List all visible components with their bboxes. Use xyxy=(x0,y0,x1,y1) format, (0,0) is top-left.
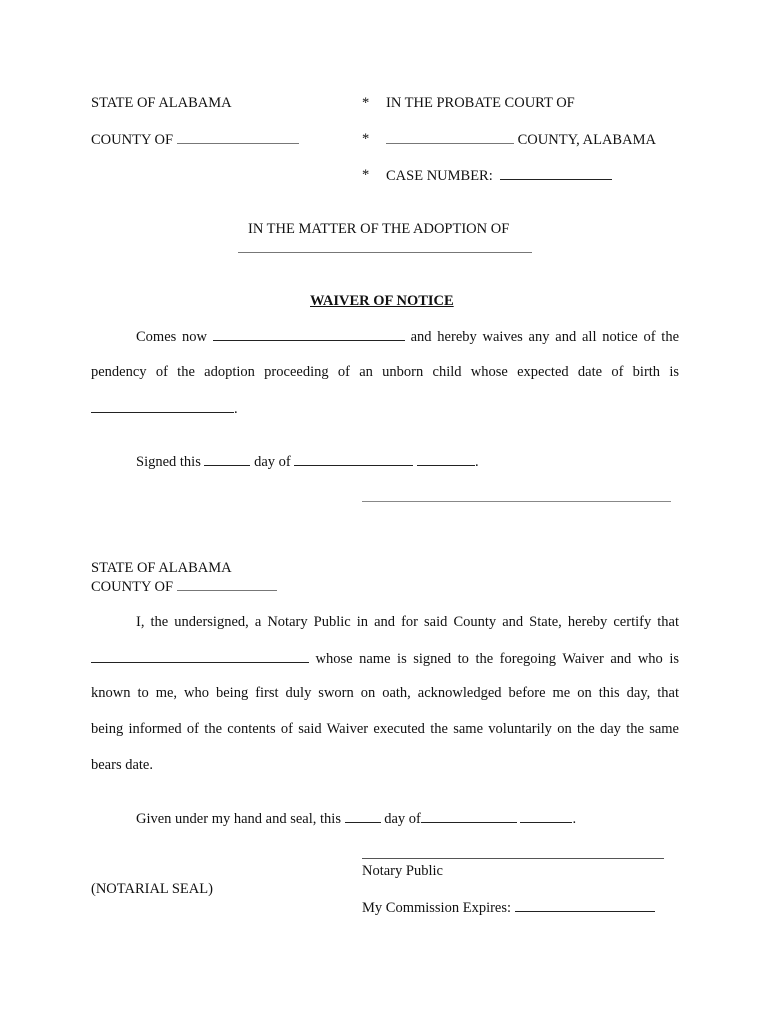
signed-day-of-label: day of xyxy=(254,454,291,470)
notary-line-3: known to me, who being first duly sworn on oath, acknowledged before me on this day, that xyxy=(91,685,679,701)
county-alabama-line xyxy=(386,130,656,149)
court-heading: IN THE PROBATE COURT OF xyxy=(386,95,575,111)
notarial-seal-label: (NOTARIAL SEAL) xyxy=(91,881,213,897)
notary-line-5: bears date. xyxy=(91,757,153,773)
commission-expires-blank[interactable] xyxy=(515,898,655,912)
waiver-party-blank[interactable] xyxy=(213,327,405,341)
notary-line-2 xyxy=(91,649,679,668)
caption-star-1: * xyxy=(362,95,370,111)
given-label: Given under my hand and seal, this xyxy=(136,811,341,827)
adoptee-name-line[interactable] xyxy=(238,252,532,253)
document-title: WAIVER OF NOTICE xyxy=(310,293,454,309)
signed-day-blank[interactable] xyxy=(204,452,250,466)
county-left-label: COUNTY OF xyxy=(91,132,174,148)
caption-star-3: * xyxy=(362,167,370,183)
county-alabama-label: COUNTY, ALABAMA xyxy=(517,132,656,148)
signed-this-label: Signed this xyxy=(136,454,201,470)
notary-public-label: Notary Public xyxy=(362,863,443,879)
commission-label: My Commission Expires: xyxy=(362,900,512,916)
notary-county-blank[interactable] xyxy=(177,577,277,591)
notary-line-4: being informed of the contents of said Waiver executed the same voluntarily on the day the same xyxy=(91,721,679,737)
expected-birth-date-blank[interactable] xyxy=(91,399,234,413)
given-month-blank[interactable] xyxy=(421,809,517,823)
waives-text: and hereby waives any and all notice of the xyxy=(410,329,680,345)
whose-name-text: whose name is signed to the foregoing Waiver and who is xyxy=(315,651,679,667)
given-day-blank[interactable] xyxy=(345,809,381,823)
case-number-blank[interactable] xyxy=(500,166,612,180)
commission-line xyxy=(362,898,655,917)
signed-line xyxy=(136,452,479,471)
signed-month-blank[interactable] xyxy=(294,452,413,466)
waiver-signature-line[interactable] xyxy=(362,501,671,502)
waiver-line-2: pendency of the adoption proceeding of an unborn child whose expected date of birth is xyxy=(91,364,679,380)
given-period: . xyxy=(572,811,577,827)
county-left-line xyxy=(91,130,299,149)
notary-county-line xyxy=(91,577,277,596)
waiver-line-1 xyxy=(136,327,679,346)
matter-heading: IN THE MATTER OF THE ADOPTION OF xyxy=(248,221,510,237)
state-left: STATE OF ALABAMA xyxy=(91,95,232,111)
comes-now-label: Comes now xyxy=(136,329,208,345)
county-name-blank[interactable] xyxy=(386,130,514,144)
notary-state: STATE OF ALABAMA xyxy=(91,560,232,576)
waiver-line-3 xyxy=(91,399,238,418)
signed-period: . xyxy=(475,454,479,470)
signer-name-blank[interactable] xyxy=(91,649,309,663)
case-number-label: CASE NUMBER: xyxy=(386,168,493,184)
given-year-blank[interactable] xyxy=(520,809,572,823)
signed-year-blank[interactable] xyxy=(417,452,475,466)
caption-star-2: * xyxy=(362,131,370,147)
notary-county-label: COUNTY OF xyxy=(91,579,174,595)
notary-certify-line: I, the undersigned, a Notary Public in and for said County and State, hereby certify that xyxy=(136,614,679,630)
waiver-period: . xyxy=(234,401,238,417)
notary-signature-line[interactable] xyxy=(362,858,664,859)
given-line xyxy=(136,809,576,828)
county-left-blank[interactable] xyxy=(177,130,299,144)
given-day-of-label: day of xyxy=(384,811,421,827)
case-number-line xyxy=(386,166,612,185)
